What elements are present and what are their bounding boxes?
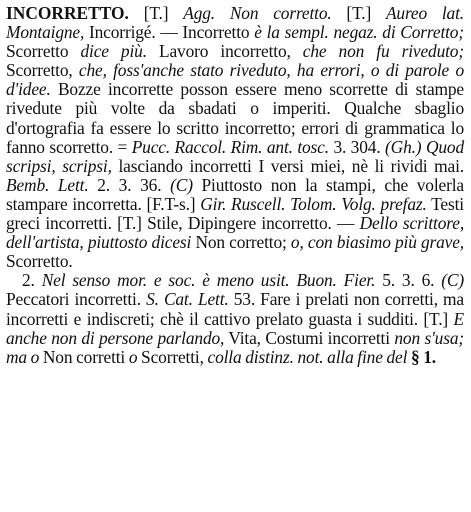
- text-run: [T.]: [331, 3, 386, 23]
- italic-run: Dello scrittore, dell'artista, piuttosto dicesi: [6, 213, 465, 253]
- italic-run: E anche non di persone parlando,: [6, 308, 464, 348]
- italic-run: S. Cat. Lett.: [146, 289, 229, 310]
- dictionary-entry: [6, 4, 464, 367]
- text-run: Peccatori incorretti.: [6, 289, 147, 310]
- text-run: lasciando incorretti I versi miei, nè li rividi mai.: [111, 155, 464, 176]
- italic-run: o: [128, 346, 138, 367]
- text-run: Vita, Costumi incorretti: [224, 327, 395, 348]
- italic-run: Pucc. Raccol. Rim. ant. tosc.: [131, 136, 329, 157]
- text-run: 5. 3. 6.: [375, 270, 442, 291]
- text-run: Non corretto;: [191, 232, 291, 253]
- italic-run: (C): [441, 270, 464, 291]
- italic-run: (Gh.) Quod scripsi, scripsi,: [6, 136, 464, 176]
- text-run: Scorretto.: [6, 251, 73, 272]
- text-run: Testi greci incorretti. [T.] Stile, Dipingere incorretto. —: [6, 193, 464, 234]
- italic-run: Aureo lat. Montaigne,: [6, 3, 464, 43]
- italic-run: Nel senso mor. e soc. è meno usit. Buon. Fier.: [41, 270, 376, 291]
- italic-run: dice più.: [80, 41, 147, 62]
- text-run: 2. 3. 36.: [88, 174, 171, 195]
- headword: INCORRETTO.: [6, 3, 129, 23]
- italic-run: Agg. Non corretto.: [183, 3, 332, 23]
- italic-run: o, con biasimo più grave,: [290, 232, 464, 253]
- text-run: 53. Fare i prelati non corretti, ma incorretti e indiscreti; chè il cattivo prelato guasta i sudditi. [T.]: [6, 289, 464, 329]
- italic-run: Gir. Ruscell. Tolom. Volg. prefaz.: [200, 193, 427, 214]
- italic-run: è la sempl. negaz. di Corretto;: [254, 22, 464, 43]
- italic-run: colla distinz. not. alla fine del: [207, 346, 408, 367]
- text-run: 2.: [22, 270, 42, 291]
- italic-run: che non fu riveduto;: [302, 41, 464, 62]
- entry-paragraph: [6, 4, 464, 271]
- entry-paragraph: [6, 271, 464, 366]
- text-run: Lavoro incorretto,: [146, 41, 303, 62]
- text-run: Incorrigé. — Incorretto: [84, 22, 255, 43]
- italic-run: che, foss'anche stato riveduto, ha errori, o di parole o d'idee.: [6, 60, 464, 100]
- text-run: Piuttosto non la stampi, che volerla stampare incorretta. [F.T-s.]: [6, 174, 464, 214]
- bold-run: § 1.: [410, 346, 436, 367]
- text-run: Bozze incorrette posson essere meno scorrette di stampe rivedute più volte da sbadati o imperiti. Qualche sbaglio d'ortografia fa essere lo scritto incorretto; errori di grammatica lo fanno scorretto. =: [6, 79, 464, 157]
- text-run: Non corretti: [39, 346, 129, 367]
- italic-run: (C): [170, 174, 193, 195]
- italic-run: Bemb. Lett.: [6, 174, 89, 195]
- text-run: Scorretto,: [6, 60, 79, 81]
- text-run: Scorretto: [6, 41, 81, 62]
- text-run: 3. 304.: [328, 136, 386, 157]
- text-run: Scorretti,: [137, 346, 208, 367]
- text-run: [T.]: [128, 3, 184, 23]
- italic-run: non s'usa; ma o: [6, 327, 465, 367]
